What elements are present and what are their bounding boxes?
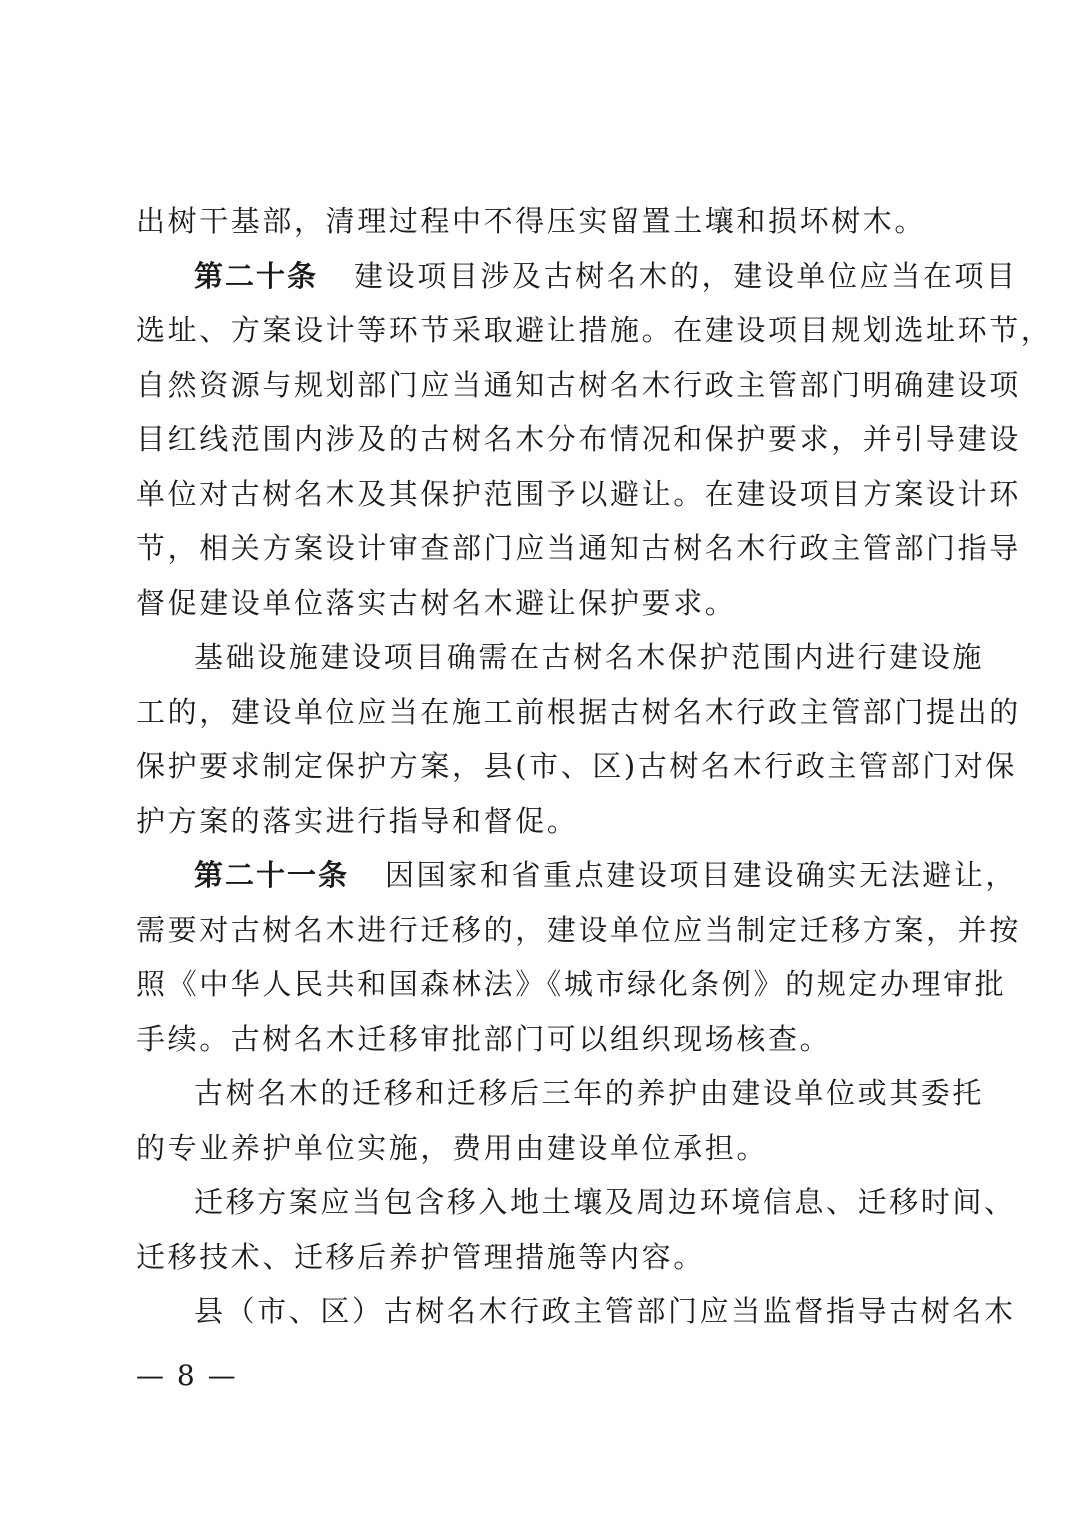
text-line: 迁移方案应当包含移入地土壤及周边环境信息、迁移时间、: [194, 1185, 1016, 1219]
article-heading: 第二十一条: [194, 858, 350, 892]
text-line: 基础设施建设项目确需在古树名木保护范围内进行建设施: [194, 640, 985, 674]
text-line: 自然资源与规划部门应当通知古树名木行政主管部门明确建设项: [136, 367, 1021, 402]
article-20-first-line: [136, 249, 1018, 304]
text-line: 因国家和省重点建设项目建设确实无法避让，: [385, 858, 1018, 892]
text-line: 县（市、区）古树名木行政主管部门应当监督指导古树名木: [194, 1294, 1016, 1328]
text-line: 工的，建设单位应当在施工前根据古树名木行政主管部门提出的: [136, 694, 1021, 729]
text-line: 需要对古树名木进行迁移的，建设单位应当制定迁移方案，并按: [136, 912, 1021, 947]
text-line: 保护要求制定保护方案，县(市、区)古树名木行政主管部门对保: [136, 749, 1018, 783]
text-line: 护方案的落实进行指导和督促。: [136, 803, 579, 838]
text-line: 节，相关方案设计审查部门应当通知古树名木行政主管部门指导: [136, 531, 1021, 565]
text-line: 选址、方案设计等环节采取避让措施。在建设项目规划选址环节，: [136, 313, 1053, 347]
text-line: 单位对古树名木及其保护范围予以避让。在建设项目方案设计环: [136, 476, 1021, 511]
text-line: 迁移技术、迁移后养护管理措施等内容。: [136, 1239, 705, 1274]
text-line: 出树干基部，清理过程中不得压实留置土壤和损坏树木。: [136, 204, 927, 238]
text-line: 目红线范围内涉及的古树名木分布情况和保护要求，并引导建设: [136, 422, 1021, 456]
article-heading: 第二十条: [194, 258, 319, 293]
text-line: 的专业养护单位实施，费用由建设单位承担。: [136, 1130, 769, 1165]
document-body: [136, 194, 1053, 1339]
text-line: 建设项目涉及古树名木的，建设单位应当在项目: [354, 258, 1018, 293]
text-line: 手续。古树名木迁移审批部门可以组织现场核查。: [136, 1021, 832, 1056]
text-line: 照《中华人民共和国森林法》《城市绿化条例》的规定办理审批: [136, 967, 1007, 1001]
article-21-first-line: [136, 848, 1018, 903]
text-line: 督促建设单位落实古树名木避让保护要求。: [136, 585, 737, 620]
page-number: — 8 —: [136, 1359, 238, 1392]
text-line: 古树名木的迁移和迁移后三年的养护由建设单位或其委托: [194, 1076, 985, 1110]
